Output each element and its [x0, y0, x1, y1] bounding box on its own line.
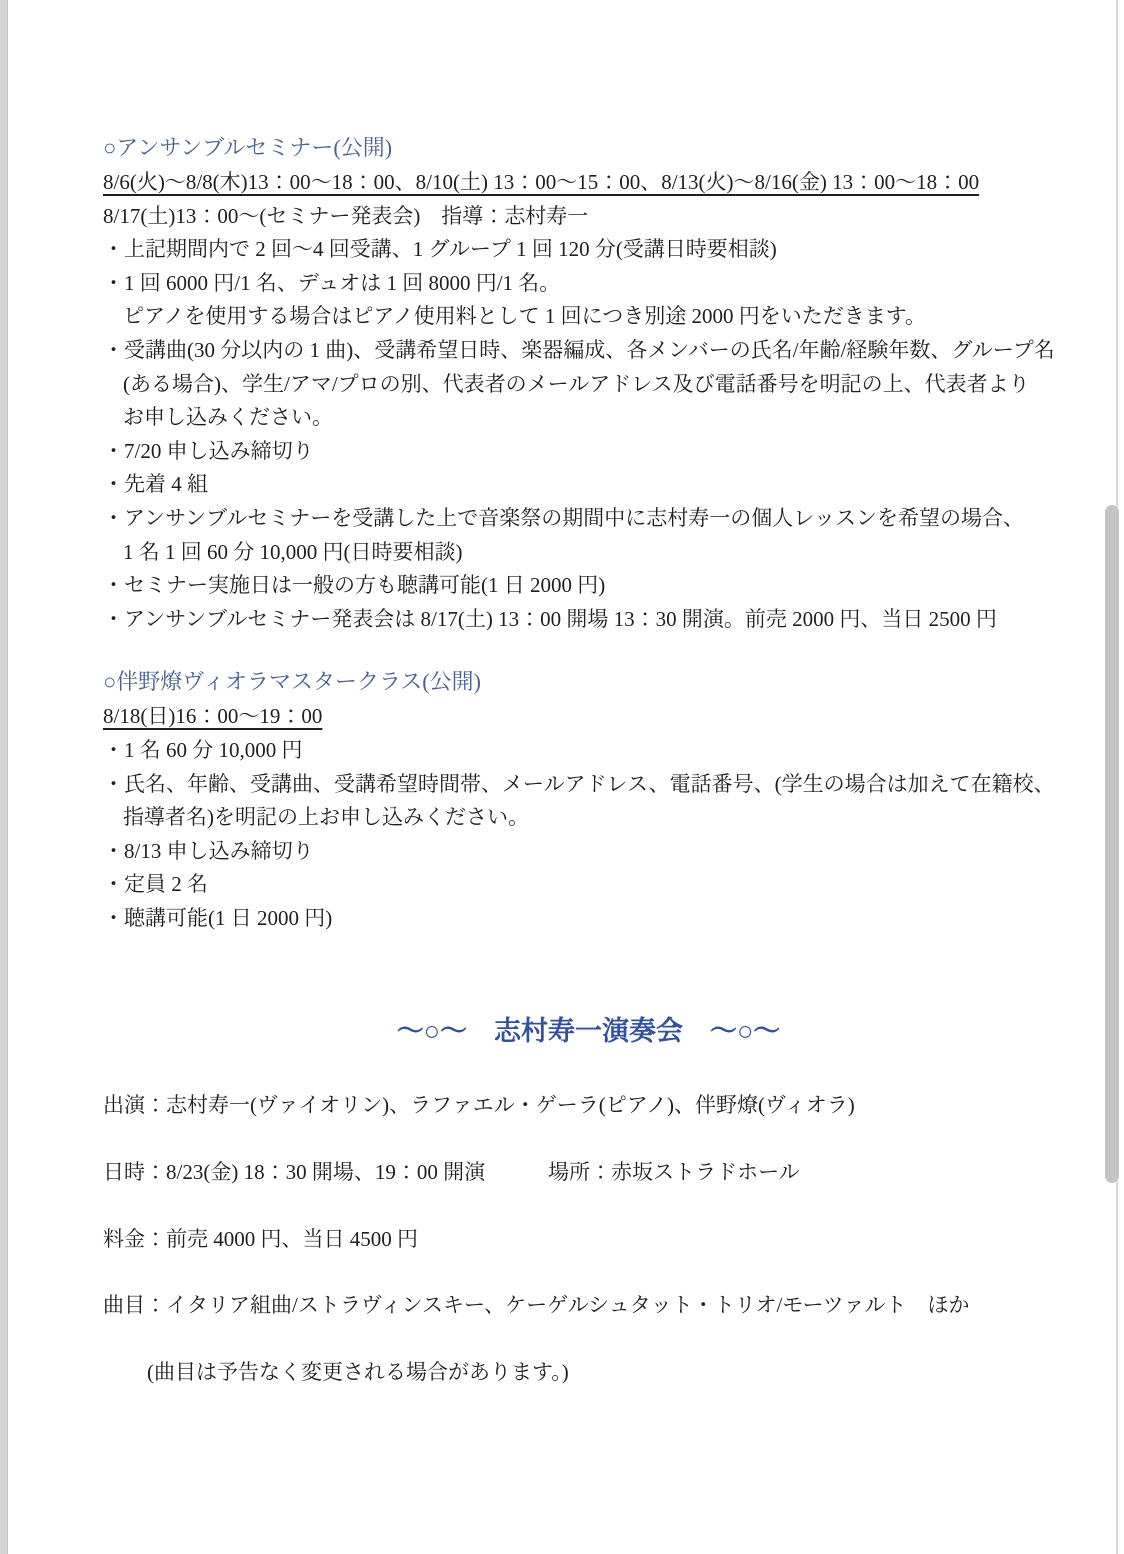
text-line: 日時：8/23(金) 18：30 開場、19：00 開演 場所：赤坂ストラドホール: [103, 1160, 800, 1185]
text-line: ・7/20 申し込み締切り: [103, 438, 314, 463]
text-line: 出演：志村寿一(ヴァイオリン)、ラファエル・ゲーラ(ピアノ)、伴野燎(ヴィオラ): [103, 1093, 855, 1118]
scrollbar-thumb[interactable]: [1105, 505, 1119, 1183]
text-line: ・セミナー実施日は一般の方も聴講可能(1 日 2000 円): [103, 573, 606, 598]
text-line: 指導者名)を明記の上お申し込みください。: [123, 805, 529, 830]
concert-title: ～○～ 志村寿一演奏会 ～○～: [396, 1016, 781, 1047]
concert-info: [103, 1089, 1074, 1389]
text-line: (ある場合)、学生/アマ/プロの別、代表者のメールアドレス及び電話番号を明記の上、代表者より: [123, 371, 1030, 396]
text-line: 8/6(火)～8/8(木)13：00～18：00、8/10(土) 13：00～15：00、8/13(火)～8/16(金) 13：00～18：00: [103, 170, 980, 194]
text-line: ・定員 2 名: [103, 872, 208, 897]
text-line: ・上記期間内で 2 回～4 回受講、1 グループ 1 回 120 分(受講日時要相談): [103, 237, 777, 262]
text-line: ・アンサンブルセミナー発表会は 8/17(土) 13：00 開場 13：30 開演。前売 2000 円、当日 2500 円: [103, 606, 997, 631]
text-line: 8/17(土)13：00～(セミナー発表会) 指導：志村寿一: [103, 203, 589, 228]
text-line: (曲目は予告なく変更される場合があります。): [147, 1359, 569, 1384]
section-heading: ○アンサンブルセミナー(公開): [103, 135, 393, 160]
text-line: ・1 名 60 分 10,000 円: [103, 737, 303, 762]
text-line: ・受講曲(30 分以内の 1 曲)、受講希望日時、楽器編成、各メンバーの氏名/年齢/経験年数、グループ名: [103, 337, 1055, 362]
seminar-sections: [103, 130, 1074, 935]
text-line: ・8/13 申し込み締切り: [103, 838, 314, 863]
section-heading: ○伴野燎ヴィオラマスタークラス(公開): [103, 669, 481, 695]
text-line: 料金：前売 4000 円、当日 4500 円: [103, 1226, 418, 1251]
text-line: 1 名 1 回 60 分 10,000 円(日時要相談): [123, 539, 463, 564]
page-edge-strip: [0, 0, 8, 1554]
text-line: ピアノを使用する場合はピアノ使用料として 1 回につき別途 2000 円をいただきます。: [123, 304, 927, 329]
seminar-section: [103, 130, 1074, 636]
text-line: ・先着 4 組: [103, 472, 208, 497]
text-line: 曲目：イタリア組曲/ストラヴィンスキー、ケーゲルシュタット・トリオ/モーツァルト ほか: [103, 1293, 970, 1318]
text-line: ・アンサンブルセミナーを受講した上で音楽祭の期間中に志村寿一の個人レッスンを希望の場合、: [103, 505, 1025, 530]
seminar-section: [103, 664, 1074, 935]
text-line: ・聴講可能(1 日 2000 円): [103, 905, 333, 930]
text-line: ・1 回 6000 円/1 名、デュオは 1 回 8000 円/1 名。: [103, 270, 561, 295]
text-line: 8/18(日)16：00～19：00: [103, 704, 323, 729]
text-line: お申し込みください。: [123, 405, 333, 430]
text-line: ・氏名、年齢、受講曲、受講希望時間帯、メールアドレス、電話番号、(学生の場合は加えて在籍校、: [103, 771, 1055, 796]
document-page: [103, 130, 1074, 1389]
